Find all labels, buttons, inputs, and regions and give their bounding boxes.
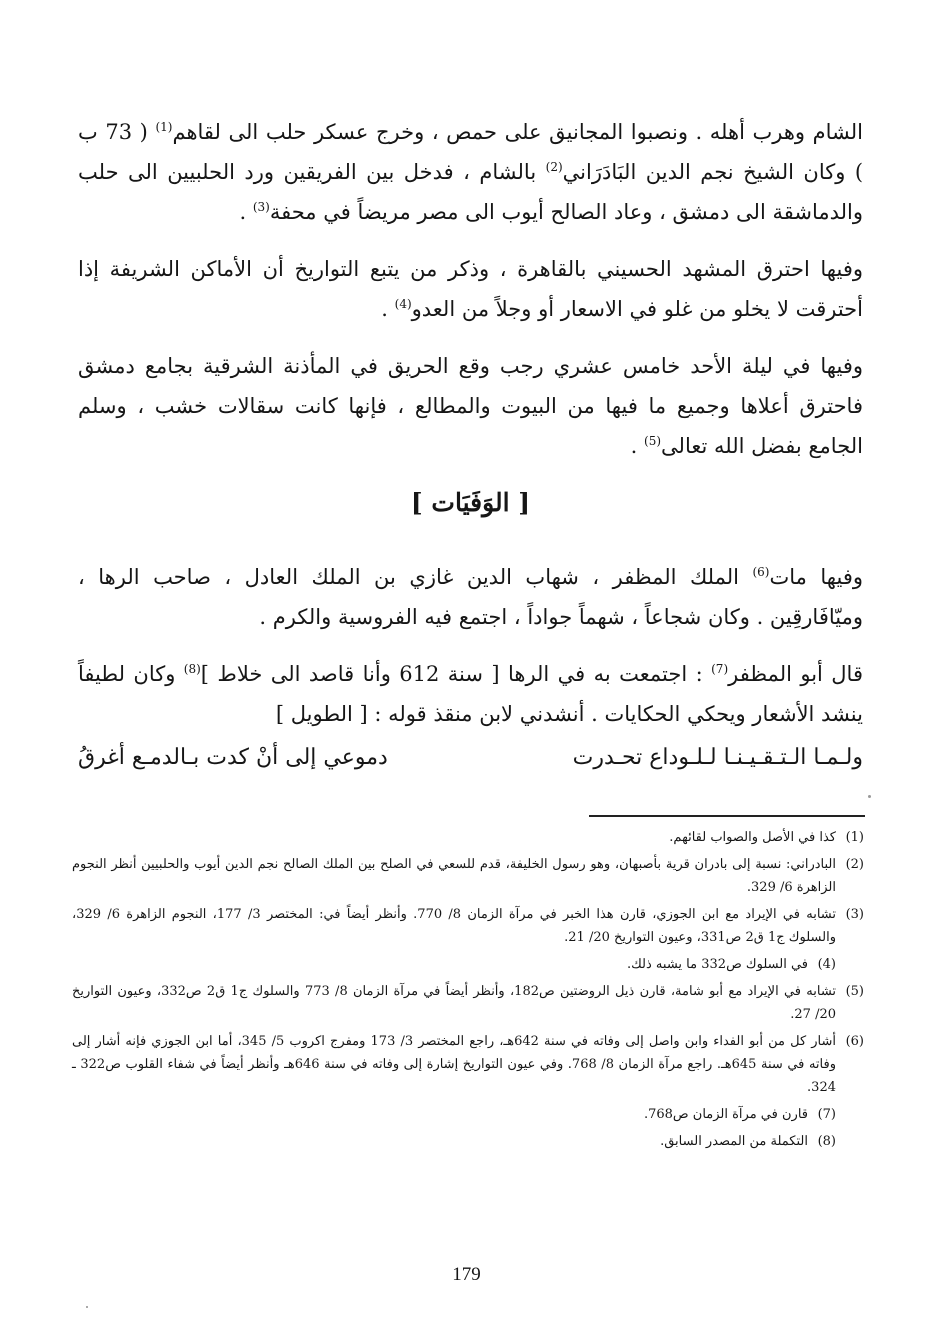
paragraph-5-text-b: : اجتمعت به في الرها [ سنة 612 وأنا قاصد الى خلاط ] <box>200 662 712 686</box>
footnote-ref-6: (6) <box>752 565 770 579</box>
scan-speck <box>86 1306 88 1308</box>
footnote-text: قارن في مرآة الزمان ص768. <box>643 1107 808 1122</box>
paragraph-5-text-c: وكان لطيفاً ينشد الأشعار ويحكي الحكايات . أنشدني لابن منقذ قوله : [ الطويل ] <box>78 662 863 726</box>
footnote-text: تشابه في الإيراد مع ابن الجوزي، قارن هذا الخبر في مرآة الزمان 8/ 770. وأنظر أيضاً في: المختصر 3/ 177، النجوم الزاهرة 6/ 329، والسلوك ج1 ق2 ص331، وعيون التواريخ 20/ 21. <box>72 907 837 945</box>
page-number: 179 <box>452 1264 481 1285</box>
paragraph-5 <box>78 654 863 734</box>
footnote-text: التكملة من المصدر السابق. <box>660 1134 808 1149</box>
paragraph-5-text-a: قال أبو المظفر <box>728 662 863 686</box>
paragraph-3 <box>78 346 863 466</box>
footnote-3 <box>72 903 864 949</box>
paragraph-4-text-b: الملك المظفر ، شهاب الدين غازي بن الملك العادل ، صاحب الرها ، وميّافَارقِين . وكان شجاعاً ، شهماً جواداً ، اجتمع فيه الفروسية والكرم . <box>78 565 863 629</box>
footnote-2 <box>72 853 864 899</box>
footnote-separator <box>589 815 865 817</box>
paragraph-4 <box>78 557 863 637</box>
poem-verse <box>78 738 863 778</box>
paragraph-1-text-a: الشام وهرب أهله . ونصبوا المجانيق على حمص ، وخرج عسكر حلب الى لقاهم <box>172 120 864 144</box>
verse-first-hemistich: ولـمـا الـتـقـيـنـا لـلـوداع تحـدرت <box>572 745 863 770</box>
footnotes <box>72 826 864 1157</box>
footnote-1 <box>72 826 864 849</box>
margin-mark <box>868 795 871 798</box>
footnote-number: (3) <box>845 907 864 922</box>
section-heading: [ الوَفَيَات ] <box>410 488 531 517</box>
footnote-text: البادراني: نسبة إلى بادران قرية بأصبهان، وهو رسول الخليفة، قدم للسعي في الصلح بين الملك الصالح نجم الدين أيوب والحلبيين أنظر النجوم الزاهرة 6/ 329. <box>72 857 836 895</box>
footnote-5 <box>72 980 864 1026</box>
footnote-ref-5: (5) <box>644 434 662 448</box>
footnote-number: (5) <box>845 984 864 999</box>
paragraph-3-text-b: . <box>630 434 645 458</box>
paragraph-4-text-a: وفيها مات <box>769 565 863 589</box>
paragraph-2 <box>78 249 863 329</box>
paragraph-2-text-b: . <box>381 297 395 321</box>
footnote-ref-2: (2) <box>545 160 563 174</box>
footnote-number: (6) <box>845 1034 864 1049</box>
footnote-text: كذا في الأصل والصواب لقائهم. <box>669 830 836 845</box>
footnote-ref-3: (3) <box>252 200 270 214</box>
paragraph-1-text-b: ( 73 ب ) وكان الشيخ نجم الدين البَادَرَاني <box>78 120 864 184</box>
footnote-8 <box>72 1130 864 1153</box>
footnote-text: تشابه في الإيراد مع أبو شامة، قارن ذيل الروضتين ص182، وأنظر أيضاً في مرآة الزمان 8/ 773 والسلوك ج1 ق2 ص332، وعيون التواريخ 20/ 27. <box>72 984 837 1022</box>
footnote-7 <box>72 1103 864 1126</box>
paragraph-1-text-c: بالشام ، فدخل بين الفريقين ورد الحلبيين الى حلب والدماشقة الى دمشق ، وعاد الصالح أيوب الى مصر مريضاً في محفة <box>78 160 863 224</box>
paragraph-1-text-d: . <box>239 200 253 224</box>
footnote-text: في السلوك ص332 ما يشبه ذلك. <box>626 957 808 972</box>
paragraph-3-text-a: وفيها في ليلة الأحد خامس عشري رجب وقع الحريق في المأذنة الشرقية بجامع دمشق فاحترق أعلاها وجميع ما فيها من البيوت والمطالع ، فإنها كانت سقالات خشب ، وسلم الجامع بفضل الله تعالى <box>78 354 863 458</box>
footnote-ref-8: (8) <box>183 662 201 676</box>
footnote-number: (8) <box>817 1134 836 1149</box>
footnote-ref-7: (7) <box>711 662 729 676</box>
paragraph-1 <box>78 112 863 232</box>
footnote-number: (2) <box>845 857 864 872</box>
footnote-6 <box>72 1030 864 1099</box>
footnote-number: (7) <box>817 1107 836 1122</box>
footnote-ref-1: (1) <box>155 120 173 134</box>
footnote-4 <box>72 953 864 976</box>
footnote-number: (4) <box>817 957 836 972</box>
footnote-ref-4: (4) <box>394 297 412 311</box>
footnote-text: أشار كل من أبو الفداء وابن واصل إلى وفاته في سنة 642هـ، راجع المختصر 3/ 173 ومفرج اكروب 5/ 345، أما ابن الجوزي فإنه أشار إلى وفاته في سنة 645هـ. راجع مرآة الزمان 8/ 768. وفي عيون التواريخ إشارة إلى وفاته في سنة 646هـ وأنظر أيضاً في شفاء القلوب ص322 ـ 324. <box>72 1034 837 1095</box>
paragraph-2-text-a: وفيها احترق المشهد الحسيني بالقاهرة ، وذكر من يتبع التواريخ أن الأماكن الشريفة إذا أحترقت لا يخلو من غلو في الاسعار أو وجلاً من العدو <box>78 257 863 321</box>
main-text <box>78 112 863 778</box>
verse-second-hemistich: دموعي إلى أنْ كدت بـالدمـع أغرقُ <box>78 745 388 770</box>
footnote-number: (1) <box>845 830 864 845</box>
